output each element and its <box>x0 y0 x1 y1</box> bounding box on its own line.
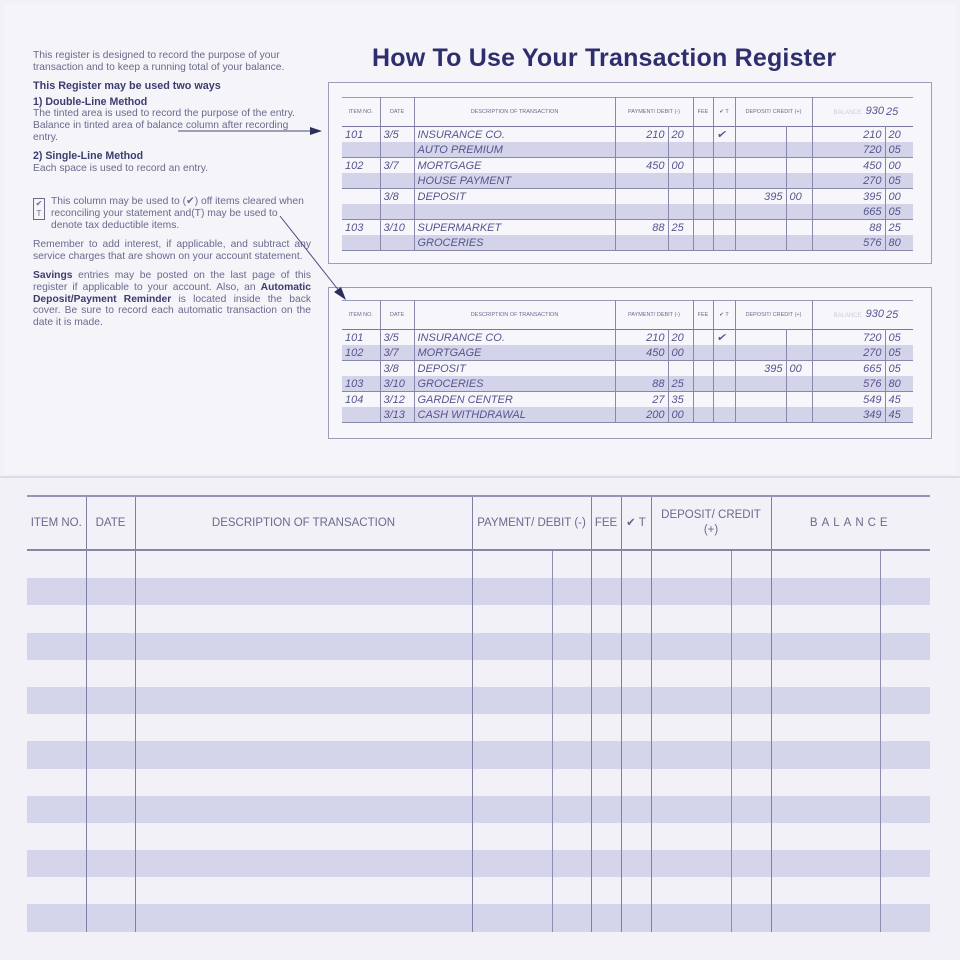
header-check-t: ✔ T <box>621 496 651 550</box>
credit-dollars-cell[interactable] <box>651 605 731 632</box>
date-cell[interactable] <box>86 578 135 605</box>
balance-cents: 00 <box>885 189 913 205</box>
debit-cents-cell[interactable] <box>552 850 591 877</box>
fee-cell[interactable] <box>591 850 621 877</box>
date-cell[interactable] <box>86 796 135 823</box>
credit-cents-cell[interactable] <box>731 714 771 741</box>
check-cell[interactable] <box>621 660 651 687</box>
description: MORTGAGE <box>414 158 615 174</box>
check-cell[interactable] <box>621 796 651 823</box>
balance-cents: 05 <box>885 204 913 220</box>
credit-cents-cell[interactable] <box>731 687 771 714</box>
single-line-arrow <box>280 216 340 292</box>
starting-balance-dollars: BALANCE 930 <box>812 98 885 127</box>
balance-dollars-cell[interactable] <box>771 605 880 632</box>
description-cell[interactable] <box>135 633 472 660</box>
description-cell[interactable] <box>135 578 472 605</box>
description-cell[interactable] <box>135 605 472 632</box>
balance-cents: 25 <box>885 220 913 236</box>
check-cell[interactable] <box>621 850 651 877</box>
header-item-no: ITEM NO. <box>348 311 373 318</box>
method2-text: Each space is used to record an entry. <box>33 162 208 174</box>
debit-cents: 00 <box>668 407 693 423</box>
check-cell[interactable] <box>621 714 651 741</box>
header-fee: FEE <box>693 301 713 330</box>
debit-dollars-cell[interactable] <box>472 605 552 632</box>
balance-dollars-cell[interactable] <box>771 769 880 796</box>
credit-dollars-cell[interactable] <box>651 687 731 714</box>
item-no-cell[interactable] <box>27 578 86 605</box>
date: 3/8 <box>380 361 414 377</box>
debit-dollars-cell[interactable] <box>472 578 552 605</box>
check-cell[interactable] <box>621 605 651 632</box>
description: INSURANCE CO. <box>414 330 615 346</box>
credit-cents-cell[interactable] <box>731 769 771 796</box>
description: MORTGAGE <box>414 345 615 361</box>
balance-dollars: 270 <box>812 345 885 361</box>
item-no-cell[interactable] <box>27 741 86 768</box>
balance-cents: 45 <box>885 407 913 423</box>
balance-dollars-cell[interactable] <box>771 660 880 687</box>
header-check-t: ✔ T <box>713 98 735 127</box>
debit-cents: 20 <box>668 330 693 346</box>
header-fee: FEE <box>693 98 713 127</box>
balance-dollars: 576 <box>812 235 885 251</box>
header-fee: FEE <box>591 496 621 550</box>
balance-cents-cell[interactable] <box>880 769 930 796</box>
debit-cents: 25 <box>668 376 693 392</box>
credit-dollars-cell[interactable] <box>651 741 731 768</box>
balance-dollars: 210 <box>812 127 885 143</box>
debit-cents-cell[interactable] <box>552 823 591 850</box>
check-cell[interactable] <box>621 904 651 931</box>
description-cell[interactable] <box>135 904 472 931</box>
balance-dollars: 665 <box>812 204 885 220</box>
balance-dollars: 720 <box>812 142 885 158</box>
header-item-no: ITEM NO. <box>30 516 82 529</box>
item-no-cell[interactable] <box>27 660 86 687</box>
header-date: DATE <box>380 301 414 330</box>
description: DEPOSIT <box>414 189 615 205</box>
savings-text: Savings entries may be posted on the last page of this register if applicable to your account. Also, an Automatic Deposit/Payment Reminder is located inside the back cover. Be sure to record each automatic transaction on the date it is made. <box>33 270 311 328</box>
debit-cents: 25 <box>668 220 693 236</box>
date-cell[interactable] <box>86 714 135 741</box>
date: 3/7 <box>380 158 414 174</box>
method2-title: 2) Single-Line Method <box>33 150 144 163</box>
date-cell[interactable] <box>86 741 135 768</box>
date: 3/13 <box>380 407 414 423</box>
debit-cents-cell[interactable] <box>552 904 591 931</box>
balance-cents: 00 <box>885 158 913 174</box>
fee-cell[interactable] <box>591 550 621 578</box>
register-row[interactable] <box>27 904 930 931</box>
debit-cents-cell[interactable] <box>552 605 591 632</box>
check-cell[interactable] <box>621 741 651 768</box>
description-cell[interactable] <box>135 850 472 877</box>
register-row[interactable] <box>27 550 930 578</box>
item-no: 104 <box>345 393 364 406</box>
arrowhead-icon <box>334 287 346 300</box>
register-row[interactable] <box>27 850 930 877</box>
starting-balance-cents: 25 <box>886 105 899 118</box>
fee-cell[interactable] <box>591 904 621 931</box>
credit-cents-cell[interactable] <box>731 796 771 823</box>
credit-dollars-cell[interactable] <box>651 904 731 931</box>
check-cell[interactable] <box>621 769 651 796</box>
balance-dollars-cell[interactable] <box>771 687 880 714</box>
balance-cents-cell[interactable] <box>880 687 930 714</box>
header-balance: BALANCE <box>771 496 930 550</box>
header-date: DATE <box>380 98 414 127</box>
credit-cents: 00 <box>786 361 812 377</box>
check-column-note: ✔ T This column may be used to (✔) off items cleared when reconciling your statement and(T) may be used to denote tax deductible items. <box>33 196 311 231</box>
item-no: 101 <box>345 331 364 344</box>
description-cell[interactable] <box>135 796 472 823</box>
balance-cents: 05 <box>885 173 913 189</box>
item-no-cell[interactable] <box>27 850 86 877</box>
header-balance: BALANCE <box>833 312 862 319</box>
debit-cents: 00 <box>668 345 693 361</box>
date-cell[interactable] <box>86 904 135 931</box>
credit-dollars: 395 <box>735 189 786 205</box>
debit-dollars-cell[interactable] <box>472 714 552 741</box>
description-cell[interactable] <box>135 660 472 687</box>
balance-cents-cell[interactable] <box>880 605 930 632</box>
starting-balance-cents: 25 <box>886 308 899 321</box>
balance-dollars: 349 <box>812 407 885 423</box>
description: HOUSE PAYMENT <box>414 173 615 189</box>
credit-dollars: 395 <box>735 361 786 377</box>
header-check-t: ✔ T <box>713 301 735 330</box>
debit-cents-cell[interactable] <box>552 769 591 796</box>
balance-dollars-cell[interactable] <box>771 904 880 931</box>
header-deposit-credit: DEPOSIT/ CREDIT (+) <box>651 496 771 550</box>
fee-cell[interactable] <box>591 660 621 687</box>
debit-dollars-cell[interactable] <box>472 823 552 850</box>
debit-dollars-cell[interactable] <box>472 850 552 877</box>
date-cell[interactable] <box>86 877 135 904</box>
register-row[interactable] <box>27 687 930 714</box>
register-row[interactable] <box>27 823 930 850</box>
balance-dollars: 270 <box>812 173 885 189</box>
method1-text: The tinted area is used to record the purpose of the entry. Balance in tinted area of balance column after recording entry. <box>33 108 295 143</box>
check-mark: ✔ <box>713 127 735 143</box>
debit-cents-cell[interactable] <box>552 633 591 660</box>
balance-cents-cell[interactable] <box>880 550 930 578</box>
balance-cents: 05 <box>885 142 913 158</box>
register-row[interactable] <box>27 796 930 823</box>
debit-dollars: 450 <box>615 158 668 174</box>
debit-dollars: 210 <box>615 330 668 346</box>
balance-dollars: 665 <box>812 361 885 377</box>
header-payment-debit: PAYMENT/ DEBIT (-) <box>472 496 591 550</box>
date: 3/10 <box>380 376 414 392</box>
debit-dollars-cell[interactable] <box>472 904 552 931</box>
register-row[interactable] <box>27 714 930 741</box>
check-cell[interactable] <box>621 550 651 578</box>
fee-cell[interactable] <box>591 605 621 632</box>
date: 3/10 <box>380 220 414 236</box>
blank-register-table <box>27 495 930 932</box>
balance-cents-cell[interactable] <box>880 850 930 877</box>
debit-cents: 35 <box>668 392 693 408</box>
check-t-box-icon: ✔ T <box>33 198 45 220</box>
debit-cents-cell[interactable] <box>552 796 591 823</box>
register-row[interactable] <box>27 877 930 904</box>
balance-cents-cell[interactable] <box>880 741 930 768</box>
balance-dollars: 720 <box>812 330 885 346</box>
balance-cents-cell[interactable] <box>880 714 930 741</box>
debit-dollars: 88 <box>615 220 668 236</box>
item-no-cell[interactable] <box>27 605 86 632</box>
credit-dollars-cell[interactable] <box>651 578 731 605</box>
credit-cents-cell[interactable] <box>731 850 771 877</box>
balance-cents-cell[interactable] <box>880 823 930 850</box>
balance-cents-cell[interactable] <box>880 660 930 687</box>
check-cell[interactable] <box>621 578 651 605</box>
date-cell[interactable] <box>86 850 135 877</box>
item-no-cell[interactable] <box>27 687 86 714</box>
description: DEPOSIT <box>414 361 615 377</box>
fee-cell[interactable] <box>591 741 621 768</box>
description-cell[interactable] <box>135 741 472 768</box>
credit-cents-cell[interactable] <box>731 550 771 578</box>
fee-cell[interactable] <box>591 578 621 605</box>
header-date: DATE <box>86 496 135 550</box>
credit-dollars-cell[interactable] <box>651 633 731 660</box>
credit-dollars-cell[interactable] <box>651 550 731 578</box>
balance-dollars-cell[interactable] <box>771 578 880 605</box>
register-row[interactable] <box>27 741 930 768</box>
debit-cents-cell[interactable] <box>552 741 591 768</box>
balance-cents-cell[interactable] <box>880 633 930 660</box>
header-deposit-credit: DEPOSIT/ CREDIT (+) <box>735 301 812 330</box>
item-no: 102 <box>345 159 364 172</box>
date: 3/12 <box>380 392 414 408</box>
item-no-cell[interactable] <box>27 550 86 578</box>
item-no-cell[interactable] <box>27 714 86 741</box>
debit-cents-cell[interactable] <box>552 578 591 605</box>
balance-dollars-cell[interactable] <box>771 633 880 660</box>
method1-title: 1) Double-Line Method <box>33 95 148 108</box>
description-cell[interactable] <box>135 877 472 904</box>
credit-dollars-cell[interactable] <box>651 850 731 877</box>
header-description: DESCRIPTION OF TRANSACTION <box>414 98 615 127</box>
fee-cell[interactable] <box>591 714 621 741</box>
register-row[interactable] <box>27 578 930 605</box>
item-no: 102 <box>342 345 380 361</box>
fee-cell[interactable] <box>591 633 621 660</box>
debit-dollars: 200 <box>615 407 668 423</box>
credit-cents-cell[interactable] <box>731 633 771 660</box>
register-row[interactable] <box>27 633 930 660</box>
item-no: 101 <box>345 128 364 141</box>
header-description: DESCRIPTION OF TRANSACTION <box>135 496 472 550</box>
date-cell[interactable] <box>86 769 135 796</box>
item-no-cell[interactable] <box>27 769 86 796</box>
credit-cents-cell[interactable] <box>731 578 771 605</box>
debit-dollars-cell[interactable] <box>472 660 552 687</box>
fee-cell[interactable] <box>591 769 621 796</box>
description: GROCERIES <box>414 235 615 251</box>
balance-dollars-cell[interactable] <box>771 796 880 823</box>
check-cell[interactable] <box>621 823 651 850</box>
description: CASH WITHDRAWAL <box>414 407 615 423</box>
date-cell[interactable] <box>86 687 135 714</box>
debit-dollars-cell[interactable] <box>472 741 552 768</box>
balance-dollars-cell[interactable] <box>771 550 880 578</box>
date-cell[interactable] <box>86 550 135 578</box>
item-no-cell[interactable] <box>27 796 86 823</box>
starting-balance-dollars: BALANCE 930 <box>812 301 885 330</box>
debit-cents-cell[interactable] <box>552 550 591 578</box>
balance-dollars-cell[interactable] <box>771 714 880 741</box>
date: 3/8 <box>380 189 414 205</box>
date-cell[interactable] <box>86 660 135 687</box>
description-cell[interactable] <box>135 687 472 714</box>
balance-dollars-cell[interactable] <box>771 823 880 850</box>
register-row[interactable] <box>27 769 930 796</box>
balance-dollars: 576 <box>812 376 885 392</box>
balance-cents-cell[interactable] <box>880 877 930 904</box>
page-title: How To Use Your Transaction Register <box>372 44 837 72</box>
balance-dollars: 549 <box>812 392 885 408</box>
balance-dollars: 450 <box>812 158 885 174</box>
balance-cents: 20 <box>885 127 913 143</box>
check-mark: ✔ <box>713 330 735 346</box>
item-no-cell[interactable] <box>27 877 86 904</box>
balance-cents: 05 <box>885 330 913 346</box>
date-cell[interactable] <box>86 823 135 850</box>
balance-cents-cell[interactable] <box>880 904 930 931</box>
header-payment-debit: PAYMENT/ DEBIT (-) <box>615 98 693 127</box>
debit-dollars: 88 <box>615 376 668 392</box>
description-cell[interactable] <box>135 823 472 850</box>
item-no-cell[interactable] <box>27 823 86 850</box>
credit-dollars-cell[interactable] <box>651 796 731 823</box>
arrowhead-icon <box>310 127 322 135</box>
credit-dollars-cell[interactable] <box>651 714 731 741</box>
balance-cents-cell[interactable] <box>880 796 930 823</box>
fee-cell[interactable] <box>591 877 621 904</box>
debit-cents: 00 <box>668 158 693 174</box>
description: AUTO PREMIUM <box>414 142 615 158</box>
credit-dollars-cell[interactable] <box>651 877 731 904</box>
balance-cents: 45 <box>885 392 913 408</box>
balance-dollars: 88 <box>812 220 885 236</box>
balance-dollars-cell[interactable] <box>771 850 880 877</box>
balance-cents-cell[interactable] <box>880 578 930 605</box>
balance-dollars-cell[interactable] <box>771 877 880 904</box>
credit-cents-cell[interactable] <box>731 605 771 632</box>
ways-heading: This Register may be used two ways <box>33 80 221 93</box>
credit-dollars-cell[interactable] <box>651 769 731 796</box>
item-no: 103 <box>342 376 380 392</box>
header-balance: BALANCE <box>833 109 862 116</box>
debit-dollars-cell[interactable] <box>472 796 552 823</box>
balance-cents: 05 <box>885 361 913 377</box>
header-item-no: ITEM NO. <box>348 108 373 115</box>
debit-dollars-cell[interactable] <box>472 687 552 714</box>
fee-cell[interactable] <box>591 687 621 714</box>
debit-dollars-cell[interactable] <box>472 633 552 660</box>
description-cell[interactable] <box>135 550 472 578</box>
header-description: DESCRIPTION OF TRANSACTION <box>414 301 615 330</box>
item-no: 103 <box>345 221 364 234</box>
check-cell[interactable] <box>621 687 651 714</box>
date-cell[interactable] <box>86 605 135 632</box>
debit-cents: 20 <box>668 127 693 143</box>
description: GROCERIES <box>414 376 615 392</box>
description-cell[interactable] <box>135 769 472 796</box>
balance-cents: 80 <box>885 235 913 251</box>
credit-cents-cell[interactable] <box>731 660 771 687</box>
debit-cents-cell[interactable] <box>552 660 591 687</box>
debit-cents-cell[interactable] <box>552 687 591 714</box>
debit-dollars: 27 <box>615 392 668 408</box>
description: SUPERMARKET <box>414 220 615 236</box>
credit-cents-cell[interactable] <box>731 741 771 768</box>
debit-dollars-cell[interactable] <box>472 769 552 796</box>
debit-cents-cell[interactable] <box>552 714 591 741</box>
date: 3/5 <box>380 330 414 346</box>
item-no-cell[interactable] <box>27 904 86 931</box>
debit-dollars: 210 <box>615 127 668 143</box>
credit-dollars-cell[interactable] <box>651 660 731 687</box>
credit-cents-cell[interactable] <box>731 877 771 904</box>
debit-dollars-cell[interactable] <box>472 550 552 578</box>
date: 3/7 <box>380 345 414 361</box>
balance-dollars: 395 <box>812 189 885 205</box>
description: INSURANCE CO. <box>414 127 615 143</box>
fee-cell[interactable] <box>591 796 621 823</box>
description-cell[interactable] <box>135 714 472 741</box>
register-row[interactable] <box>27 660 930 687</box>
credit-cents: 00 <box>786 189 812 205</box>
credit-cents-cell[interactable] <box>731 904 771 931</box>
remember-text: Remember to add interest, if applicable, and subtract any service charges that are shown on your account statement. <box>33 239 311 262</box>
item-no-cell[interactable] <box>27 633 86 660</box>
register-row[interactable] <box>27 605 930 632</box>
header-payment-debit: PAYMENT/ DEBIT (-) <box>615 301 693 330</box>
balance-cents: 80 <box>885 376 913 392</box>
header-deposit-credit: DEPOSIT/ CREDIT (+) <box>735 98 812 127</box>
intro-text: This register is designed to record the purpose of your transaction and to keep a running total of your balance. <box>33 50 285 73</box>
balance-cents: 05 <box>885 345 913 361</box>
credit-dollars-cell[interactable] <box>651 823 731 850</box>
debit-dollars-cell[interactable] <box>472 877 552 904</box>
date-cell[interactable] <box>86 633 135 660</box>
debit-dollars: 450 <box>615 345 668 361</box>
check-cell[interactable] <box>621 877 651 904</box>
balance-dollars-cell[interactable] <box>771 741 880 768</box>
register-header <box>27 496 930 550</box>
description: GARDEN CENTER <box>414 392 615 408</box>
check-cell[interactable] <box>621 633 651 660</box>
debit-cents-cell[interactable] <box>552 877 591 904</box>
fee-cell[interactable] <box>591 823 621 850</box>
date: 3/5 <box>380 127 414 143</box>
credit-cents-cell[interactable] <box>731 823 771 850</box>
